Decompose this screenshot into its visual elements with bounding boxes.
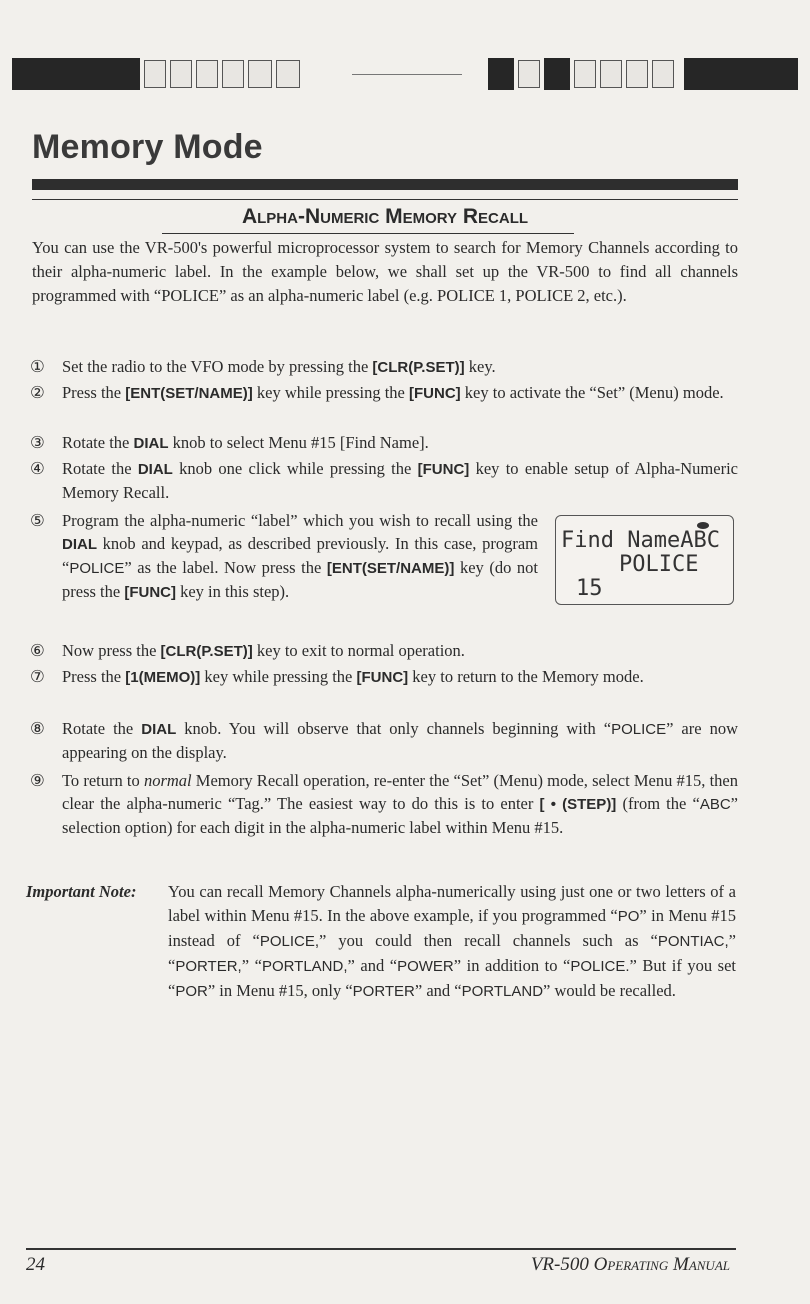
important-note-label: Important Note: [26, 882, 137, 901]
subhead-underline [162, 233, 574, 234]
key-label: DIAL [62, 536, 97, 553]
lcd-line-1: Find NameABC [561, 528, 720, 553]
header-bar-line [352, 74, 462, 75]
step-6: ⑥ Now press the [CLR(P.SET)] key to exit to normal operation. [30, 641, 465, 660]
header-bar-cell [144, 60, 166, 88]
key-label: [ENT(SET/NAME)] [326, 560, 455, 577]
header-bar-block [12, 58, 140, 90]
header-bar-cell [518, 60, 540, 88]
header-bar-cell [626, 60, 648, 88]
key-label: DIAL [133, 435, 169, 452]
key-label: [FUNC] [409, 385, 461, 402]
step-number: ⑨ [30, 771, 45, 790]
important-note-body: You can recall Memory Channels alpha-numerically using just one or two letters of a label within Menu #15. In the above example, if you programmed “PO” in Menu #15 instead of “POLICE,” you could then recall channels such as “PONTIAC,” “PORTER,” “PORTLAND,” and “POWER” in addition to “POLICE.” But if you set “POR” in Menu #15, only “PORTER” and “PORTLAND” would be recalled. [168, 882, 737, 1000]
footer-rule [26, 1248, 736, 1250]
key-label: [ENT(SET/NAME)] [125, 385, 253, 402]
section-title: Memory Mode [32, 128, 263, 166]
step-5: ⑤ Program the alpha-numeric “label” which you wish to recall using the DIAL knob and keypad, as described previously. In this case, program “POLICE” as the label. Now press the [ENT(SET/NAME)] key (do not press the [FUNC] key in this step). [30, 511, 538, 601]
step-number: ③ [30, 433, 45, 452]
step-number: ④ [30, 459, 45, 478]
step-9: ⑨ To return to normal Memory Recall operation, re-enter the “Set” (Menu) mode, select Menu #15, then clear the alpha-numeric “Tag.” The easiest way to do this is to enter [ • (STEP)] (from the “ABC” selection option) for each digit in the alpha-numeric label within Menu #15. [30, 771, 738, 837]
lcd-line-2: POLICE [619, 552, 699, 577]
step-2: ② Press the [ENT(SET/NAME)] key while pressing the [FUNC] key to activate the “Set” (Menu) mode. [30, 383, 724, 402]
step-3: ③ Rotate the DIAL knob to select Menu #15 [Find Name]. [30, 433, 429, 452]
header-bar-cell [574, 60, 596, 88]
header-bar-cell [600, 60, 622, 88]
key-label: [1(MEMO)] [125, 669, 201, 686]
label-text: POLICE [611, 721, 667, 738]
key-label: DIAL [141, 721, 177, 738]
header-bar-cell [276, 60, 300, 88]
subhead-top-rule [32, 199, 738, 200]
key-label: [FUNC] [417, 461, 470, 478]
key-label: [FUNC] [124, 584, 176, 601]
header-bar-block [488, 58, 514, 90]
intro-paragraph: You can use the VR-500's powerful microprocessor system to search for Memory Channels according to their alpha-numeric label. In the example below, we shall set up the VR-500 to find all channels programmed with “POLICE” as an alpha-numeric label (e.g. POLICE 1, POLICE 2, etc.). [32, 238, 738, 305]
header-bar-cell [196, 60, 218, 88]
label-text: POLICE [69, 560, 125, 577]
step-number: ⑦ [30, 667, 45, 686]
key-label: [CLR(P.SET)] [372, 359, 465, 376]
step-number: ⑥ [30, 641, 45, 660]
title-rule [32, 179, 738, 190]
lcd-display [555, 515, 734, 605]
step-number: ① [30, 357, 45, 376]
header-bar-block [684, 58, 798, 90]
key-label: [ • (STEP)] [539, 796, 617, 813]
page-number: 24 [26, 1254, 45, 1275]
key-label: [CLR(P.SET)] [160, 643, 253, 660]
label-text: ABC [699, 796, 731, 813]
emphasis-text: normal [143, 771, 192, 790]
step-4: ④ Rotate the DIAL knob one click while pressing the [FUNC] key to enable setup of Alpha-Numeric Memory Recall. [30, 459, 738, 502]
key-label: DIAL [137, 461, 173, 478]
step-number: ② [30, 383, 45, 402]
step-number: ⑧ [30, 719, 45, 738]
step-number: ⑤ [30, 511, 45, 530]
step-1: ① Set the radio to the VFO mode by pressing the [CLR(P.SET)] key. [30, 357, 496, 376]
header-bar-block [544, 58, 570, 90]
header-bar-cell [222, 60, 244, 88]
header-tab-bar [12, 58, 798, 90]
subheading: Alpha-Numeric Memory Recall [241, 205, 529, 228]
header-bar-cell [170, 60, 192, 88]
manual-title: VR-500 Operating Manual [530, 1254, 730, 1275]
header-bar-cell [248, 60, 272, 88]
step-8: ⑧ Rotate the DIAL knob. You will observe that only channels beginning with “POLICE” are now appearing on the display. [30, 719, 738, 762]
step-7: ⑦ Press the [1(MEMO)] key while pressing the [FUNC] key to return to the Memory mode. [30, 667, 644, 686]
key-label: [FUNC] [356, 669, 409, 686]
lcd-line-3: 15 [576, 576, 603, 601]
header-bar-cell [652, 60, 674, 88]
